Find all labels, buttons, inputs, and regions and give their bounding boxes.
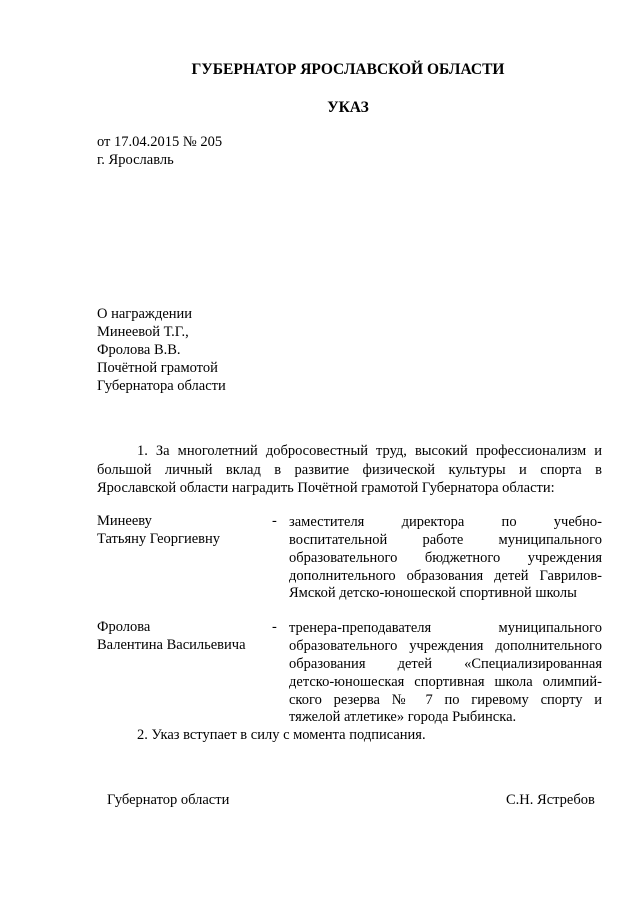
subject-line: Почётной грамотой [97,360,218,376]
subject-line: Губернатора области [97,378,226,394]
signature-title: Губернатор области [107,792,230,808]
awardee-position-line: воспитательной работе муниципального [289,532,602,548]
subject-line: О награждении [97,306,193,322]
date-number: от 17.04.2015 № 205 [97,134,223,150]
awardee-position-line: образовательного учреждения дополнительного [289,638,602,654]
awardee-name: Валентина Васильевича [97,637,246,653]
awardee-position-line: детско-юношеская спортивная школа олимпий- [289,674,602,690]
awardee-dash: - [272,513,277,529]
awardee-position-line: образовательного бюджетного учреждения [289,550,602,566]
awardee-name: Фролова [97,619,151,635]
awardee-position-line: тренера-преподавателя муниципального [289,620,602,636]
awardee-dash: - [272,619,277,635]
subject-line: Минеевой Т.Г., [97,324,189,340]
awardee-name: Минееву [97,513,152,529]
awardee-name: Татьяну Георгиевну [97,531,221,547]
awardee-position-line: тяжелой атлетике» города Рыбинска. [289,709,517,725]
awardee-position-line: ского резерва № 7 по гиревому спорту и [289,692,602,708]
signature-name: С.Н. Ястребов [506,792,595,808]
city: г. Ярославль [97,152,174,168]
awardee-position-line: дополнительного образования детей Гаврилов- [289,568,602,584]
document-type: УКАЗ [327,99,369,116]
authority-title: ГУБЕРНАТОР ЯРОСЛАВСКОЙ ОБЛАСТИ [191,61,505,78]
paragraph-line: Ярославской области наградить Почётной грамотой Губернатора области: [97,480,555,496]
awardee-position-line: образования детей «Специализированная [289,656,602,672]
item-2-paragraph: 2. Указ вступает в силу с момента подписания. [137,727,426,743]
paragraph-line: 1. За многолетний добросовестный труд, высокий профессионализм и [137,443,602,459]
subject-line: Фролова В.В. [97,342,181,358]
awardee-position-line: Ямской детско-юношеской спортивной школы [289,585,577,601]
awardee-position-line: заместителя директора по учебно- [289,514,602,530]
paragraph-line: большой личный вклад в развитие физической культуры и спорта в [97,462,602,478]
